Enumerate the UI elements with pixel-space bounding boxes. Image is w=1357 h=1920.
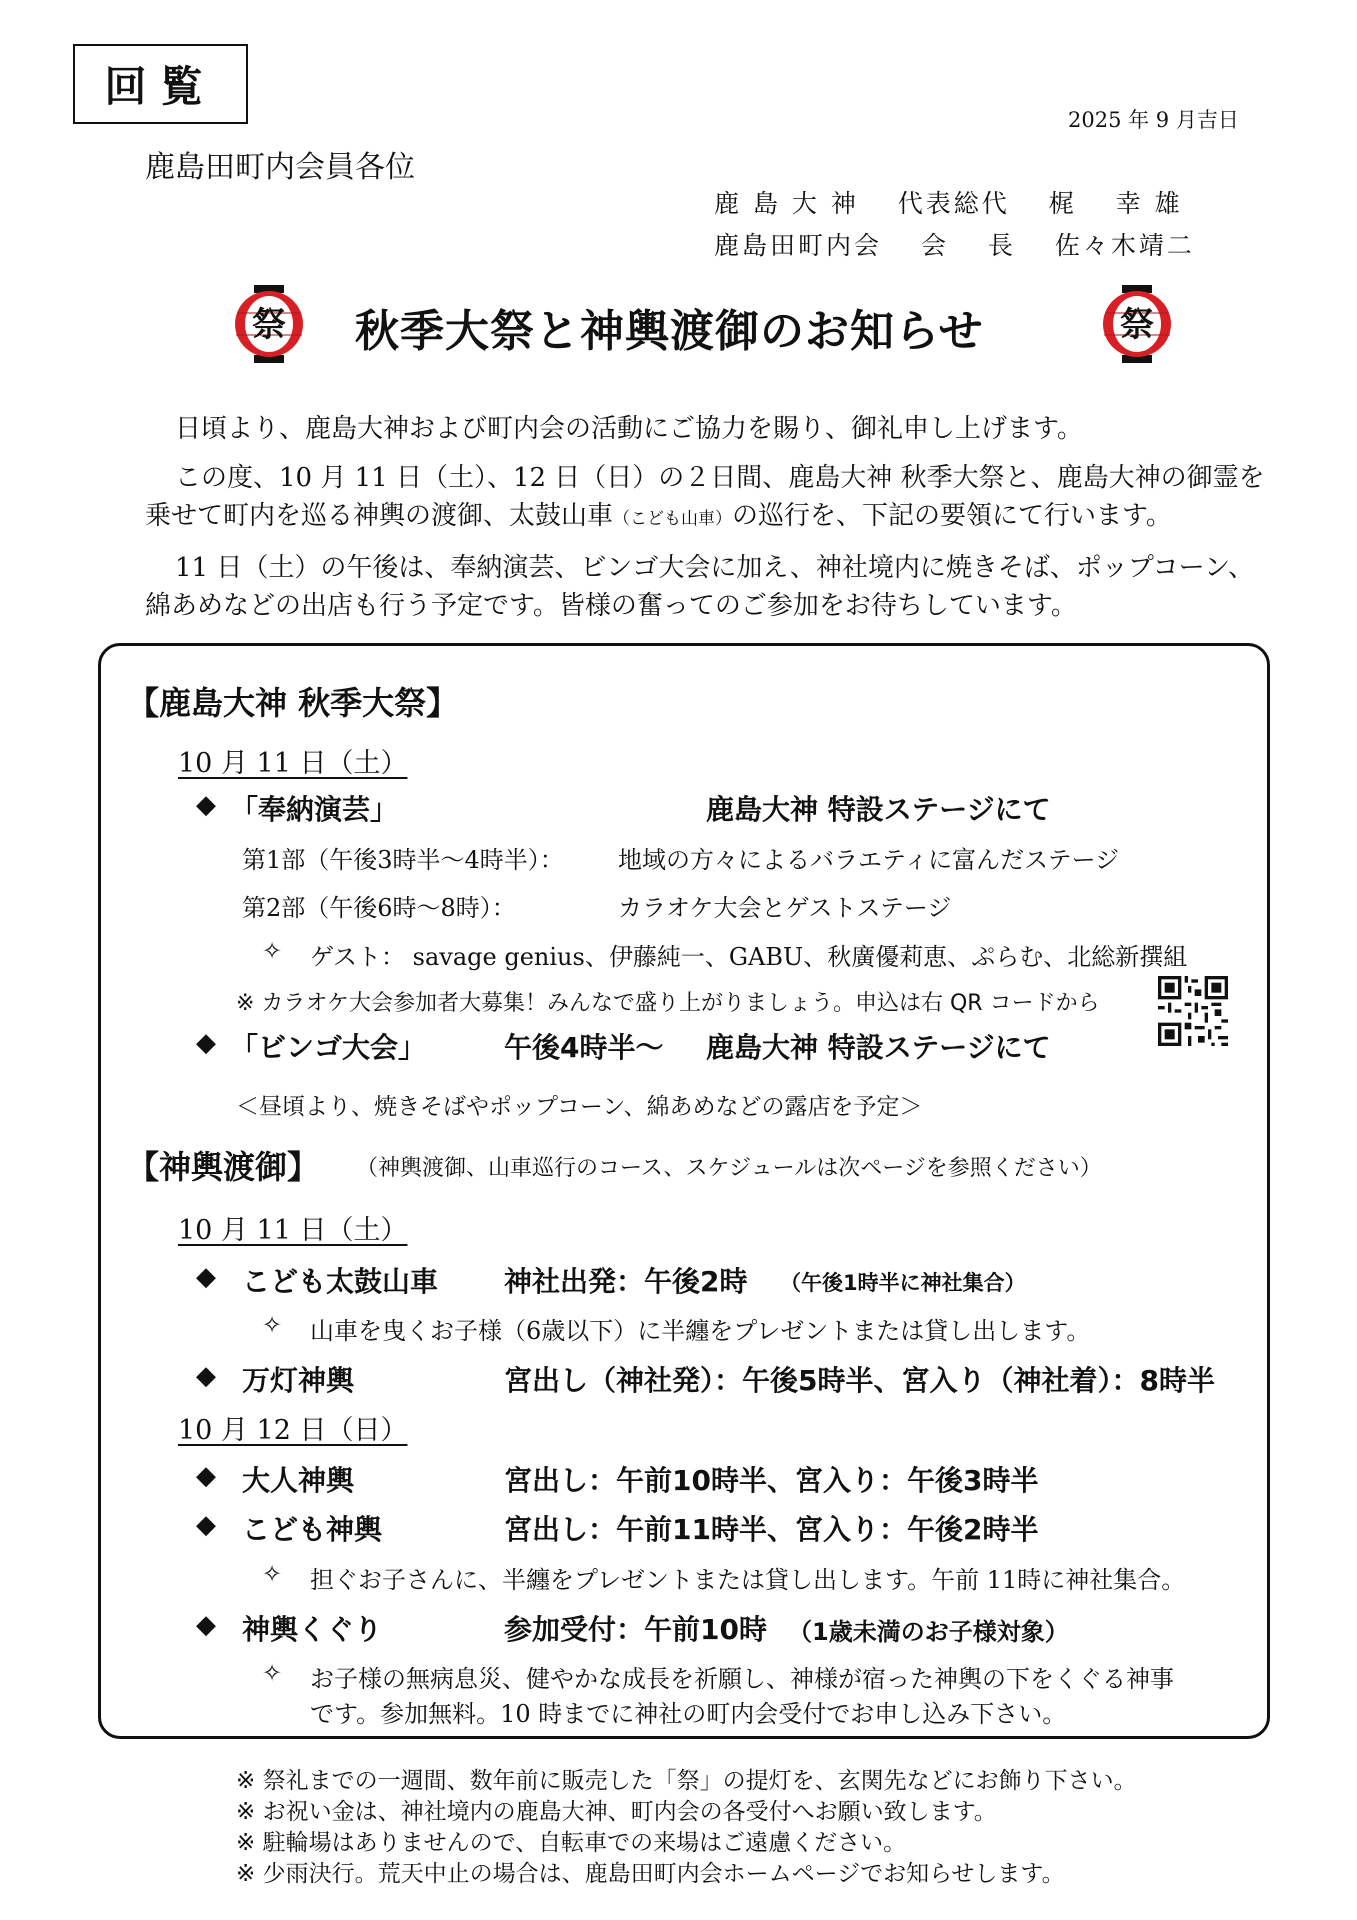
stalls-note: ＜昼頃より、焼きそばやポップコーン、綿あめなどの露店を予定＞: [236, 1094, 923, 1120]
issue-date: 2025 年 9 月吉日: [1068, 108, 1239, 132]
kodomo-time: 宮出し：午前11時半、宮入り：午後2時半: [504, 1513, 1039, 1546]
note-item: ※ お祝い金は、神社境内の鹿島大神、町内会の各受付へお願い致します。: [236, 1799, 997, 1825]
mando-title: 万灯神輿: [242, 1364, 355, 1397]
note-item: ※ 少雨決行。荒天中止の場合は、鹿島田町内会ホームページでお知らせします。: [236, 1861, 1065, 1887]
sender-line-1: 鹿 島 大 神 代表総代 梶 幸 雄: [714, 189, 1183, 218]
kairan-stamp: [73, 44, 248, 124]
lantern-char: 祭: [252, 305, 286, 345]
mikoshi-date-1: 10 月 11 日（土）: [178, 1215, 408, 1246]
kuguri-title: 神輿くぐり: [242, 1613, 383, 1646]
kuguri-detail-1: お子様の無病息災、健やかな成長を祈願し、神様が宿った神輿の下をくぐる神事: [310, 1665, 1174, 1693]
hono-place: 鹿島大神 特設ステージにて: [706, 793, 1051, 826]
kuguri-detail-2: です。参加無料。10 時までに神社の町内会受付でお申し込み下さい。: [310, 1700, 1067, 1728]
intro-paragraph-3: 11 日（土）の午後は、奉納演芸、ビンゴ大会に加え、神社境内に焼きそば、ポップコーン、綿あめなどの出店も行う予定です。皆様の奮ってのご参加をお待ちしています。: [145, 553, 1255, 621]
lantern-char: 祭: [1120, 305, 1154, 345]
kuguri-time: 参加受付：午前10時: [504, 1613, 767, 1646]
karaoke-note: ※ カラオケ大会参加者大募集！みんなで盛り上がりましょう。申込は右 QR コードから: [236, 991, 1100, 1016]
kodomo-detail: 担ぐお子さんに、半纏をプレゼントまたは貸し出します。午前 11時に神社集合。: [310, 1566, 1186, 1594]
part1-label: 第1部（午後3時半～4時半）：: [242, 846, 564, 874]
sparkle-icon: ✧: [262, 1311, 283, 1339]
footer-notes: [236, 1766, 1137, 1890]
kairan-label: 回覧: [104, 62, 217, 111]
hono-title: 「奉納演芸」: [230, 793, 399, 826]
taiko-title: こども太鼓山車: [242, 1265, 439, 1298]
bingo-place: 鹿島大神 特設ステージにて: [706, 1031, 1051, 1064]
note-item: ※ 駐輪場はありませんので、自転車での来場はご遠慮ください。: [236, 1830, 907, 1856]
bullet-diamond: ◆: [196, 1028, 216, 1058]
page-title: 秋季大祭と神輿渡御のお知らせ: [355, 306, 984, 357]
taiko-detail: 山車を曳くお子様（6歳以下）に半纏をプレゼントまたは貸し出します。: [310, 1317, 1091, 1345]
mando-time: 宮出し（神社発）：午後5時半、宮入り（神社着）：8時半: [504, 1364, 1215, 1397]
intro-paragraph-2: [145, 459, 1265, 538]
otona-title: 大人神輿: [242, 1464, 355, 1497]
bullet-diamond: ◆: [196, 790, 216, 820]
otona-time: 宮出し：午前10時半、宮入り：午後3時半: [504, 1464, 1039, 1497]
kodomo-title: こども神輿: [242, 1513, 383, 1546]
sparkle-icon: ✧: [262, 1560, 283, 1588]
bullet-diamond: ◆: [196, 1610, 216, 1640]
bingo-title: 「ビンゴ大会」: [230, 1031, 427, 1064]
mikoshi-date-2: 10 月 12 日（日）: [178, 1415, 408, 1446]
taiko-time: 神社出発：午後2時: [504, 1265, 748, 1298]
bullet-diamond: ◆: [196, 1510, 216, 1540]
mikoshi-heading-note: （神輿渡御、山車巡行のコース、スケジュールは次ページを参照ください）: [356, 1156, 1102, 1181]
addressee: 鹿島田町内会員各位: [145, 150, 415, 185]
note-item: ※ 祭礼までの一週間、数年前に販売した「祭」の提灯を、玄関先などにお飾り下さい。: [236, 1768, 1137, 1794]
taiko-note: （午後1時半に神社集合）: [780, 1271, 1026, 1295]
lantern-icon: [228, 283, 310, 365]
part2-desc: カラオケ大会とゲストステージ: [618, 894, 952, 922]
intro-paragraph-1: 日頃より、鹿島大神および町内会の活動にご協力を賜り、御礼申し上げます。: [175, 414, 1083, 444]
intro-p2-text-b: の巡行を、下記の要領にて行います。: [732, 501, 1172, 531]
intro-p2-text-a: この度、10 月 11 日（土）、12 日（日）の２日間、鹿島大神 秋季大祭と、鹿島大神の御霊を乗せて町内を巡る神輿の渡御、太鼓山車: [145, 463, 1265, 531]
festival-heading: 【鹿島大神 秋季大祭】: [127, 684, 459, 722]
qr-code-icon[interactable]: [1158, 976, 1228, 1046]
sparkle-icon: ✧: [262, 1659, 283, 1687]
lantern-icon: [1096, 283, 1178, 365]
sparkle-icon: ✧: [262, 937, 283, 965]
sender-line-2: 鹿島田町内会 会 長 佐々木靖二: [714, 231, 1195, 260]
bullet-diamond: ◆: [196, 1262, 216, 1292]
intro-p2-small: （こども山車）: [613, 509, 733, 529]
festival-date: 10 月 11 日（土）: [178, 748, 408, 779]
part1-desc: 地域の方々によるバラエティに富んだステージ: [618, 846, 1120, 874]
bingo-time: 午後4時半～: [504, 1031, 664, 1064]
guest-list: ゲスト： savage genius、伊藤純一、GABU、秋廣優莉恵、ぷらむ、北総新撰組: [310, 943, 1188, 971]
mikoshi-heading: 【神輿渡御】: [127, 1148, 320, 1186]
part2-label: 第2部（午後6時～8時）：: [242, 894, 516, 922]
kuguri-note: （1歳未満のお子様対象）: [788, 1618, 1069, 1646]
bullet-diamond: ◆: [196, 1461, 216, 1491]
bullet-diamond: ◆: [196, 1361, 216, 1391]
